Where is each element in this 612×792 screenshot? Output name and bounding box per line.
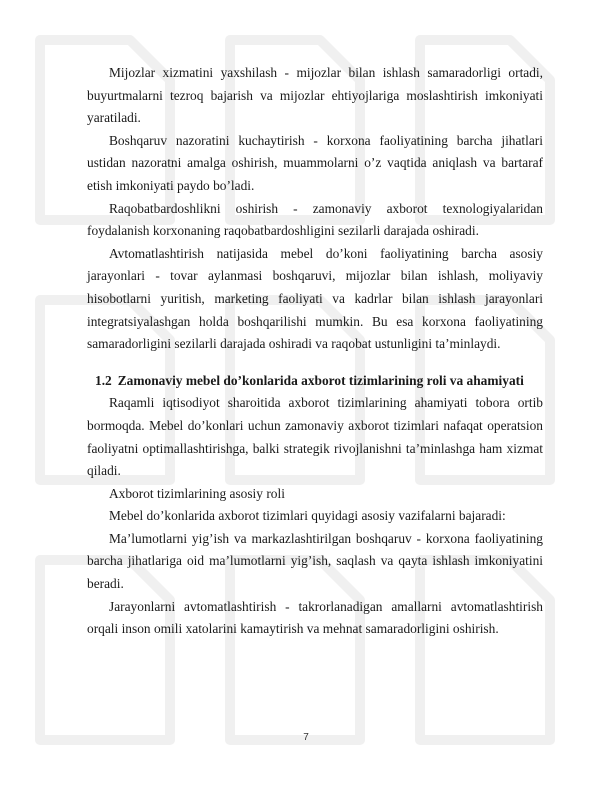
paragraph-tasks-intro: Mebel do’konlarida axborot tizimlari quyidagi asosiy vazifalarni bajaradi:: [109, 508, 506, 524]
paragraph-competitiveness: Raqobatbardoshlikni oshirish - zamonaviy axborot texnologiyalaridan foydalanish korxonaning raqobatbardoshligini sezilarli darajada oshiradi.: [87, 200, 543, 239]
paragraph-data-collection: Ma’lumotlarni yig’ish va markazlashtirilgan boshqaruv - korxona faoliyatining barcha jihatlariga oid ma’lumotlarni yig’ish, saqlash va qayta ishlash imkoniyatini beradi.: [87, 530, 543, 592]
section-title: Zamonaviy mebel do’konlarida axborot tizimlarining roli va ahamiyati: [117, 372, 524, 388]
paragraph-customer-service: Mijozlar xizmatini yaxshilash - mijozlar bilan ishlash samaradorligi ortadi, buyurtmalarni tezroq bajarish va mijozlar ehtiyojlariga moslashtirish imkoniyati yaratiladi.: [87, 65, 543, 126]
subheading-main-role: Axborot tizimlarining asosiy roli: [109, 485, 285, 501]
paragraph-management-control: Boshqaruv nazoratini kuchaytirish - korxona faoliyatining barcha jihatlari ustidan nazoratni amalga oshirish, muammolarni o’z vaqtida aniqlash va bartaraf etish imkoniyati paydo bo’ladi.: [87, 132, 543, 193]
paragraph-automation-result: Avtomatlashtirish natijasida mebel do’koni faoliyatining barcha asosiy jarayonlari - tovar aylanmasi boshqaruvi, mijozlar bilan ishlash, moliyaviy hisobotlarni yuritish, marketing faoliyati va kadrlar bilan ishlash jarayonlari integratsiyalashgan holda boshqarilishi mumkin. Bu esa korxona faoliyatining samaradorligini sezilarli darajada oshiradi va raqobat ustunligini ta’minlaydi.: [87, 245, 543, 352]
section-number: 1.2: [95, 372, 112, 388]
page-number: 7: [303, 732, 309, 743]
paragraph-digital-economy: Raqamli iqtisodiyot sharoitida axborot tizimlarining ahamiyati tobora ortib bormoqda. Mebel do’konlari uchun zamonaviy axborot tizimlari nafaqat operatsion faoliyatni optimallashtirishga, balki strategik rivojlanishni ta’minlashga ham xizmat qiladi.: [87, 395, 543, 479]
paragraph-process-automation: Jarayonlarni avtomatlashtirish - takrorlanadigan amallarni avtomatlashtirish orqali inson omili xatolarini kamaytirish va mehnat samaradorligini oshirish.: [87, 598, 543, 637]
section-heading: [87, 370, 543, 393]
page-body: [87, 62, 543, 641]
